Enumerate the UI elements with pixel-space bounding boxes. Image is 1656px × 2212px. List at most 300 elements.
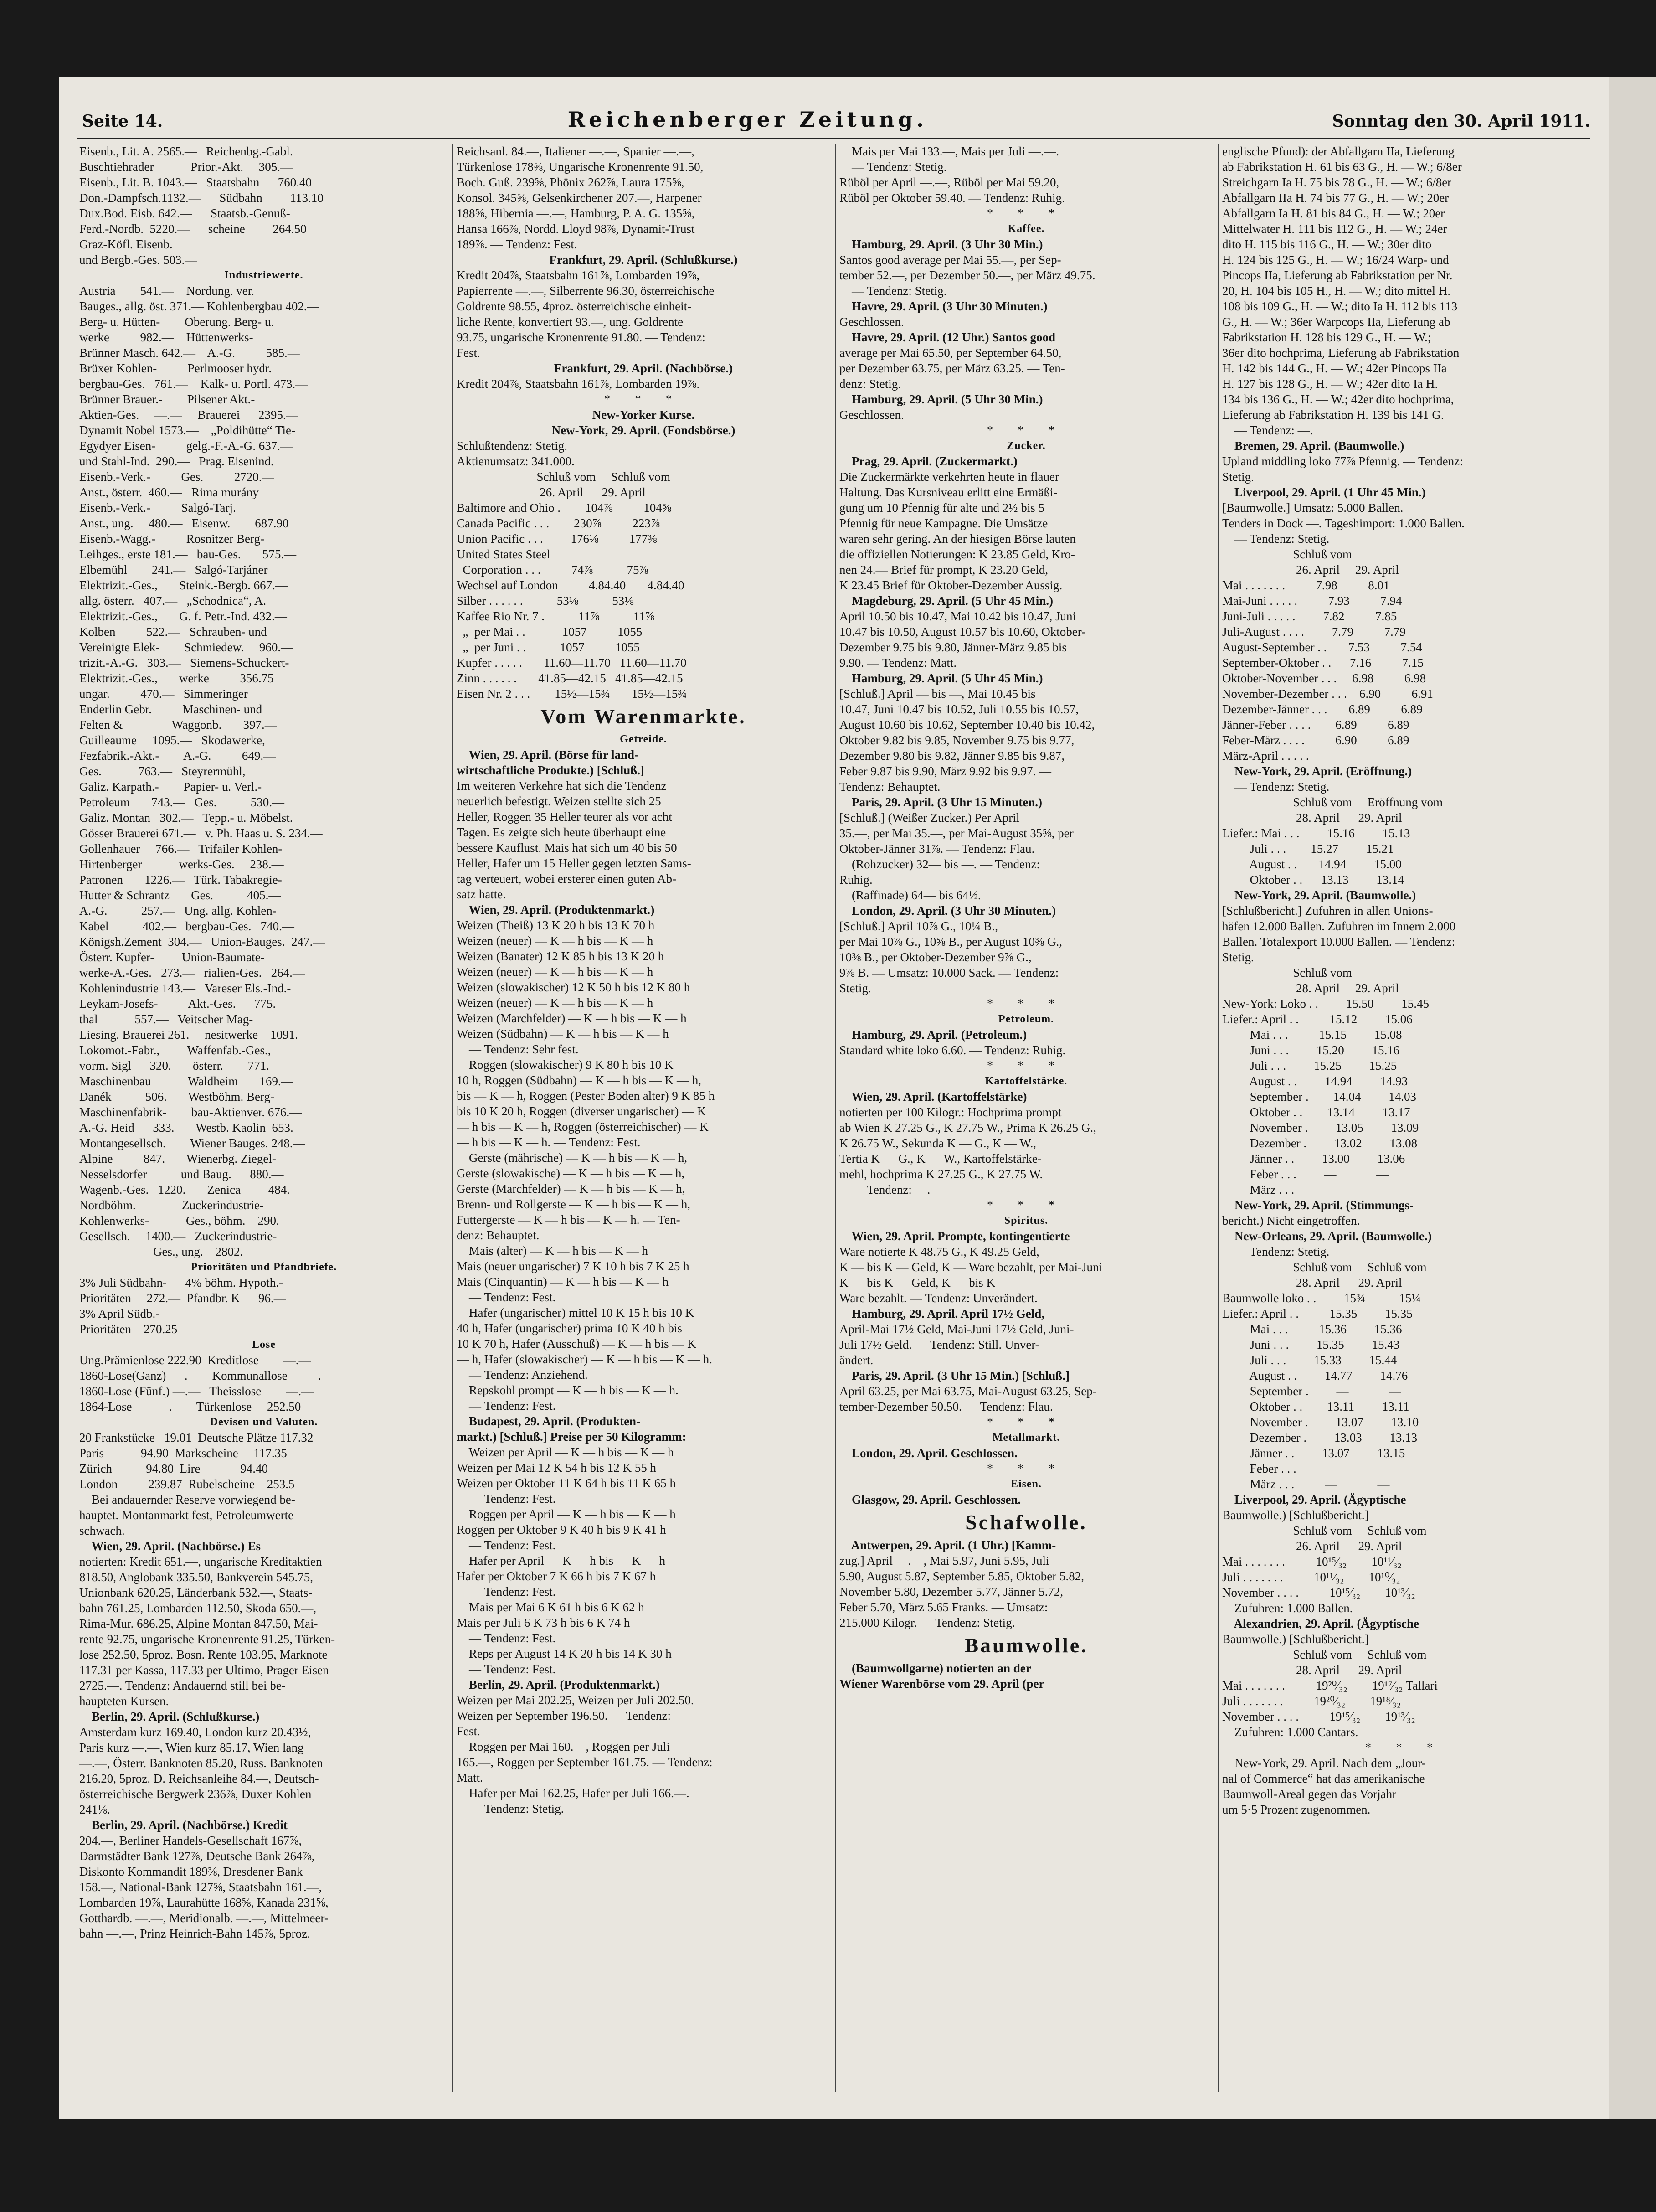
- section-heading: Lose: [252, 1339, 276, 1351]
- text-line: Diskonto Kommandit 189⅜, Dresdener Bank: [79, 1865, 303, 1878]
- text-line: — h bis — K — h, Roggen (österreichischer) — K: [457, 1120, 709, 1134]
- text-line: Repskohl prompt — K — h bis — K — h.: [457, 1383, 679, 1397]
- section-heading: Eisen.: [1010, 1478, 1042, 1490]
- text-line: Eisen Nr. 2 . . . 15½—15¾ 15½—15¾: [457, 687, 687, 701]
- text-line: A.-G. 257.— Ung. allg. Kohlen-: [79, 904, 277, 918]
- text-line: Mai . . . . . . . 7.98 8.01: [1222, 578, 1390, 592]
- text-line: trizit.-A.-G. 303.— Siemens-Schuckert-: [79, 656, 289, 670]
- text-line: Prag, 29. April. (Zuckermarkt.): [839, 454, 1018, 468]
- text-line: New-York, 29. April. Nach dem „Jour-: [1222, 1756, 1426, 1770]
- text-line: Roggen (slowakischer) 9 K 80 h bis 10 K: [457, 1058, 674, 1072]
- text-line: thal 557.— Veitscher Mag-: [79, 1012, 253, 1026]
- text-line: Kupfer . . . . . 11.60—11.70 11.60—11.70: [457, 656, 687, 670]
- text-line: 10.47, Juni 10.47 bis 10.52, Juli 10.55 bis 10.57,: [839, 702, 1079, 716]
- text-line: Stetig.: [1222, 950, 1254, 964]
- text-line: Elektrizit.-Ges., G. f. Petr.-Ind. 432.—: [79, 609, 287, 623]
- text-line: Rüböl per Oktober 59.40. — Tendenz: Ruhig.: [839, 191, 1065, 205]
- text-line: Weizen per Mai 12 K 54 h bis 12 K 55 h: [457, 1461, 656, 1475]
- text-line: Wiener Warenbörse vom 29. April (per: [839, 1677, 1044, 1691]
- text-line: englische Pfund): der Abfallgarn IIa, Lieferung: [1222, 144, 1455, 158]
- text-line: Jänner-Feber . . . . 6.89 6.89: [1222, 718, 1409, 732]
- text-line: — Tendenz: Fest.: [457, 1492, 556, 1506]
- text-line: österreichische Bergwerk 236⅞, Duxer Kohlen: [79, 1787, 312, 1801]
- text-line: Brenn- und Rollgerste — K — h bis — K — h,: [457, 1197, 690, 1211]
- text-line: Liefer.: April . . 15.35 15.35: [1222, 1307, 1413, 1320]
- text-line: Enderlin Gebr. Maschinen- und: [79, 702, 262, 716]
- text-line: K 26.75 W., Sekunda K — G., K — W.,: [839, 1136, 1037, 1150]
- text-line: Juli 17½ Geld. — Tendenz: Still. Unver-: [839, 1338, 1039, 1351]
- text-line: zug.] April —.—, Mai 5.97, Juni 5.95, Juli: [839, 1554, 1049, 1567]
- text-line: Schluß vom Eröffnung vom: [1222, 795, 1443, 809]
- text-line: denz: Behauptet.: [457, 1228, 540, 1242]
- text-line: wirtschaftliche Produkte.) [Schluß.]: [457, 763, 644, 777]
- text-line: März . . . — —: [1222, 1477, 1390, 1491]
- text-line: Im weiteren Verkehre hat sich die Tendenz: [457, 779, 667, 793]
- text-line: Buschtiehrader Prior.-Akt. 305.—: [79, 160, 293, 174]
- text-line: Liverpool, 29. April. (1 Uhr 45 Min.): [1222, 485, 1426, 499]
- text-line: Rima-Mur. 686.25, Alpine Montan 847.50, Mai-: [79, 1617, 318, 1630]
- text-line: April 10.50 bis 10.47, Mai 10.42 bis 10.47, Juni: [839, 609, 1076, 623]
- text-line: 165.—, Roggen per September 161.75. — Tendenz:: [457, 1755, 713, 1769]
- text-line: Brünner Brauer.- Pilsener Akt.-: [79, 392, 255, 406]
- text-line: Mai . . . 15.15 15.08: [1222, 1028, 1402, 1042]
- text-line: April 63.25, per Mai 63.75, Mai-August 63.25, Sep-: [839, 1384, 1097, 1398]
- text-line: Galiz. Montan 302.— Tepp.- u. Möbelst.: [79, 811, 293, 825]
- text-line: Anst., österr. 460.— Rima murány: [79, 485, 259, 499]
- text-line: Weizen (neuer) — K — h bis — K — h: [457, 996, 653, 1010]
- text-line: Alpine 847.— Wienerbg. Ziegel-: [79, 1152, 276, 1165]
- text-line: November . 13.05 13.09: [1222, 1121, 1419, 1134]
- text-line: Union Pacific . . . 176⅛ 177⅜: [457, 532, 657, 546]
- text-line: Baumwoll-Areal gegen das Vorjahr: [1222, 1787, 1397, 1801]
- text-line: vorm. Sigl 320.— österr. 771.—: [79, 1059, 282, 1072]
- text-line: 26. April 29. April: [1222, 563, 1399, 577]
- column-divider: [835, 144, 836, 2092]
- text-line: Weizen per Oktober 11 K 64 h bis 11 K 65 h: [457, 1476, 676, 1490]
- text-line: Liefer.: April . . 15.12 15.06: [1222, 1012, 1413, 1026]
- text-line: 28. April 29. April: [1222, 1663, 1402, 1677]
- text-line: Papierrente —.—, Silberrente 96.30, österreichische: [457, 284, 715, 298]
- text-line: Türkenlose 178⅝, Ungarische Kronenrente 91.50,: [457, 160, 704, 174]
- text-line: Geschlossen.: [839, 408, 904, 422]
- text-line: Havre, 29. April. (3 Uhr 30 Minuten.): [839, 299, 1048, 313]
- text-line: Feber . . . — —: [1222, 1167, 1389, 1181]
- text-line: Ges. 763.— Steyrermühl,: [79, 764, 246, 778]
- text-line: 216.20, 5proz. D. Reichsanleihe 84.—, Deutsch-: [79, 1772, 319, 1785]
- text-line: —.—, Österr. Banknoten 85.20, Russ. Banknoten: [79, 1756, 323, 1770]
- text-line: 1860-Lose (Fünf.) —.— Theisslose —.—: [79, 1384, 314, 1398]
- text-line: Kaffee Rio Nr. 7 . 11⅞ 11⅞: [457, 609, 654, 623]
- text-line: Gösser Brauerei 671.— v. Ph. Haas u. S. 234.—: [79, 826, 323, 840]
- text-line: bericht.) Nicht eingetroffen.: [1222, 1214, 1360, 1227]
- text-line: Oktober . . 13.11 13.11: [1222, 1400, 1409, 1413]
- text-line: 3% April Südb.-: [79, 1307, 160, 1320]
- text-line: Liesing. Brauerei 261.— nesitwerke 1091.—: [79, 1028, 310, 1042]
- text-line: Eisenb., Lit. B. 1043.— Staatsbahn 760.40: [79, 175, 312, 189]
- section-separator: * * *: [987, 1462, 1065, 1475]
- text-line: [Schluß.] April — bis —, Mai 10.45 bis: [839, 687, 1036, 701]
- text-line: Corporation . . . 74⅞ 75⅞: [457, 563, 648, 577]
- text-line: Paris, 29. April. (3 Uhr 15 Minuten.): [839, 795, 1042, 809]
- text-line: werke-A.-Ges. 273.— rialien-Ges. 264.—: [79, 966, 305, 980]
- text-line: Mai . . . 15.36 15.36: [1222, 1322, 1402, 1336]
- text-line: — Tendenz: Stetig.: [1222, 1245, 1330, 1258]
- text-line: Dezember . 13.03 13.13: [1222, 1431, 1418, 1444]
- text-line: Baltimore and Ohio . 104⅞ 104⅝: [457, 501, 671, 515]
- text-line: Mais per Mai 133.—, Mais per Juli —.—.: [839, 144, 1059, 158]
- text-line: Haltung. Das Kursniveau erlitt eine Ermäßi-: [839, 485, 1058, 499]
- text-line: Pfennig für neue Kampagne. Die Umsätze: [839, 516, 1048, 530]
- text-line: Liverpool, 29. April. (Ägyptische: [1222, 1493, 1406, 1506]
- text-line: Kohlenwerks- Ges., böhm. 290.—: [79, 1214, 292, 1227]
- text-line: Unionbank 620.25, Länderbank 532.—, Staats-: [79, 1586, 313, 1599]
- text-line: bis — K — h, Roggen (Pester Boden alter) 9 K 85 h: [457, 1089, 715, 1103]
- text-line: Elektrizit.-Ges., werke 356.75: [79, 671, 274, 685]
- text-line: Elektrizit.-Ges., Steink.-Bergb. 667.—: [79, 578, 288, 592]
- text-line: Graz-Köfl. Eisenb.: [79, 237, 173, 251]
- text-line: Hutter & Schrantz Ges. 405.—: [79, 888, 281, 902]
- text-line: 93.75, ungarische Kronenrente 91.80. — Tendenz:: [457, 330, 705, 344]
- text-line: Galiz. Karpath.- Papier- u. Verl.-: [79, 780, 262, 794]
- text-line: Weizen (neuer) — K — h bis — K — h: [457, 965, 653, 979]
- text-line: 134 bis 136 G., H. — W.; 42er dito hochprima,: [1222, 392, 1454, 406]
- text-line: New-Orleans, 29. April. (Baumwolle.): [1222, 1229, 1432, 1243]
- text-line: Aktien-Ges. —.— Brauerei 2395.—: [79, 408, 298, 422]
- text-line: Matt.: [457, 1771, 483, 1784]
- text-line: — Tendenz: Stetig.: [839, 160, 947, 174]
- text-line: Streichgarn Ia H. 75 bis 78 G., H. — W.; 6/8er: [1222, 175, 1452, 189]
- text-line: Dynamit Nobel 1573.— „Poldihütte“ Tie-: [79, 423, 295, 437]
- text-line: New-York, 29. April. (Eröffnung.): [1222, 764, 1412, 778]
- section-heading: Prioritäten und Pfandbriefe.: [190, 1261, 337, 1273]
- text-line: Mai-Juni . . . . . 7.93 7.94: [1222, 594, 1402, 608]
- text-line: Hafer (ungarischer) mittel 10 K 15 h bis 10 K: [457, 1306, 694, 1320]
- text-line: Oktober-November . . . 6.98 6.98: [1222, 671, 1426, 685]
- text-line: Mais per Juli 6 K 73 h bis 6 K 74 h: [457, 1616, 630, 1629]
- text-line: Weizen (Theiß) 13 K 20 h bis 13 K 70 h: [457, 918, 655, 932]
- text-line: Hamburg, 29. April. (5 Uhr 30 Min.): [839, 392, 1043, 406]
- text-line: Danék 506.— Westböhm. Berg-: [79, 1090, 275, 1103]
- text-line: satz hatte.: [457, 887, 506, 901]
- text-line: denz: Stetig.: [839, 377, 901, 391]
- text-line: Hafer per Mai 162.25, Hafer per Juli 166.—.: [457, 1786, 689, 1800]
- section-separator: * * *: [987, 206, 1065, 220]
- text-line: — Tendenz: —.: [1222, 423, 1313, 437]
- text-line: Weizen per September 196.50. — Tendenz:: [457, 1709, 671, 1722]
- text-line: (Baumwollgarne) notierten an der: [839, 1661, 1031, 1675]
- text-line: Dezember 9.75 bis 9.80, Jänner-März 9.85 bis: [839, 640, 1067, 654]
- text-line: — Tendenz: Stetig.: [839, 284, 947, 298]
- text-line: Oktober-Jänner 31⅞. — Tendenz: Flau.: [839, 842, 1035, 856]
- text-line: November 5.80, Dezember 5.77, Jänner 5.72,: [839, 1585, 1064, 1598]
- text-line: Dezember 9.80 bis 9.82, Jänner 9.85 bis 9.87,: [839, 749, 1065, 763]
- text-line: Schluß vom Schluß vom: [457, 470, 670, 484]
- text-line: Prioritäten 272.— Pfandbr. K 96.—: [79, 1291, 286, 1305]
- text-line: 204.—, Berliner Handels-Gesellschaft 167⅞,: [79, 1834, 302, 1847]
- text-line: 20, H. 104 bis 105 H., H. — W.; dito mittel H.: [1222, 284, 1451, 298]
- text-line: Stetig.: [839, 981, 871, 995]
- text-line: April-Mai 17½ Geld, Mai-Juni 17½ Geld, Juni-: [839, 1322, 1074, 1336]
- page-date: Sonntag den 30. April 1911.: [1332, 112, 1590, 131]
- text-line: London 239.87 Rubelscheine 253.5: [79, 1477, 295, 1491]
- text-line: 215.000 Kilogr. — Tendenz: Stetig.: [839, 1616, 1015, 1629]
- text-line: tember-Dezember 50.50. — Tendenz: Flau.: [839, 1400, 1053, 1413]
- page-number: Seite 14.: [82, 112, 163, 131]
- section-separator: * * *: [987, 997, 1065, 1010]
- text-line: 28. April 29. April: [1222, 811, 1402, 825]
- text-line: Schluß vom Schluß vom: [1222, 1648, 1427, 1661]
- section-heading: New-York, 29. April. (Fondsbörse.): [551, 423, 735, 437]
- text-line: August-September . . 7.53 7.54: [1222, 640, 1422, 654]
- text-line: 5.90, August 5.87, September 5.85, Oktober 5.82,: [839, 1569, 1084, 1583]
- text-line: Juli-August . . . . 7.79 7.79: [1222, 625, 1406, 639]
- text-line: Zürich 94.80 Lire 94.40: [79, 1462, 268, 1475]
- text-line: — Tendenz: Fest.: [457, 1662, 556, 1676]
- text-line: Guilleaume 1095.— Skodawerke,: [79, 733, 265, 747]
- text-line: nen 24.— Brief für prompt, K 23.20 Geld,: [839, 563, 1049, 577]
- text-line: Ware notierte K 48.75 G., K 49.25 Geld,: [839, 1245, 1039, 1258]
- text-line: März-April . . . . .: [1222, 749, 1309, 763]
- text-line: ab Fabrikstation H. 61 bis 63 G., H. — W.; 6/8er: [1222, 160, 1462, 174]
- newspaper-page: [59, 77, 1609, 2119]
- text-line: Maschinenbau Waldheim 169.—: [79, 1074, 293, 1088]
- text-line: ändert.: [839, 1353, 874, 1367]
- text-line: Heller, Roggen 35 Heller teurer als vor acht: [457, 810, 672, 824]
- text-line: März . . . — —: [1222, 1183, 1390, 1196]
- text-line: average per Mai 65.50, per September 64.50,: [839, 346, 1062, 360]
- section-heading: Frankfurt, 29. April. (Schlußkurse.): [549, 253, 738, 267]
- text-line: Königsh.Zement 304.— Union-Bauges. 247.—: [79, 935, 325, 949]
- text-line: allg. österr. 407.— „Schodnica“, A.: [79, 594, 267, 608]
- text-line: Gesellsch. 1400.— Zuckerindustrie-: [79, 1229, 277, 1243]
- text-line: Austria 541.— Nordung. ver.: [79, 284, 254, 298]
- text-line: Paris, 29. April. (3 Uhr 15 Min.) [Schluß.]: [839, 1369, 1070, 1382]
- text-line: haupteten Kursen.: [79, 1694, 169, 1708]
- text-line: Silber . . . . . . 53⅛ 53⅛: [457, 594, 634, 608]
- text-line: Eisenb., Lit. A. 2565.— Reichenbg.-Gabl.: [79, 144, 293, 158]
- text-line: Anst., ung. 480.— Eisenw. 687.90: [79, 516, 289, 530]
- text-line: Ballen. Totalexport 10.000 Ballen. — Tendenz:: [1222, 935, 1455, 949]
- text-line: Dezember-Jänner . . . 6.89 6.89: [1222, 702, 1423, 716]
- text-line: London, 29. April. (3 Uhr 30 Minuten.): [839, 904, 1056, 918]
- text-line: Darmstädter Bank 127⅞, Deutsche Bank 264⅞,: [79, 1849, 315, 1863]
- text-line: Abfallgarn IIa H. 74 bis 77 G., H. — W.; 20er: [1222, 191, 1449, 205]
- text-line: Reichsanl. 84.—, Italiener —.—, Spanier —.—,: [457, 144, 694, 158]
- text-line: Budapest, 29. April. (Produkten-: [457, 1414, 641, 1428]
- text-line: Wien, 29. April. (Produktenmarkt.): [457, 903, 655, 917]
- text-line: Nesselsdorfer und Baug. 880.—: [79, 1167, 284, 1181]
- text-line: Juni . . . 15.35 15.43: [1222, 1338, 1400, 1351]
- text-line: Havre, 29. April. (12 Uhr.) Santos good: [839, 330, 1056, 344]
- text-line: Roggen per Mai 160.—, Roggen per Juli: [457, 1740, 670, 1753]
- text-line: Montangesellsch. Wiener Bauges. 248.—: [79, 1136, 305, 1150]
- text-line: Hamburg, 29. April. April 17½ Geld,: [839, 1307, 1045, 1320]
- text-line: Geschlossen.: [839, 315, 904, 329]
- text-line: November . 13.07 13.10: [1222, 1415, 1419, 1429]
- text-line: Ruhig.: [839, 873, 873, 887]
- text-line: K — bis K — Geld, K — bis K —: [839, 1276, 1011, 1289]
- text-line: ab Wien K 27.25 G., K 27.75 W., Prima K 26.25 G.,: [839, 1121, 1096, 1134]
- text-line: November-Dezember . . . 6.90 6.91: [1222, 687, 1433, 701]
- text-line: Schluß vom Schluß vom: [1222, 1524, 1427, 1537]
- text-line: — Tendenz: Fest.: [457, 1399, 556, 1413]
- text-line: um 5·5 Prozent zugenommen.: [1222, 1803, 1371, 1816]
- text-line: H. 124 bis 125 G., H. — W.; 16/24 Warp- und: [1222, 253, 1449, 267]
- text-line: (Rohzucker) 32— bis —. — Tendenz:: [839, 857, 1040, 871]
- text-line: notierten: Kredit 651.—, ungarische Kreditaktien: [79, 1555, 322, 1568]
- text-line: Mai . . . . . . . 19²⁰⁄₃₂ 19¹⁷⁄₃₂ Tallari: [1222, 1679, 1438, 1692]
- text-line: Patronen 1226.— Türk. Tabakregie-: [79, 873, 282, 887]
- text-line: Berlin, 29. April. (Nachbörse.) Kredit: [79, 1818, 288, 1832]
- page-header: [82, 107, 1590, 139]
- text-line: Canada Pacific . . . 230⅞ 223⅞: [457, 516, 660, 530]
- text-line: — h bis — K — h. — Tendenz: Fest.: [457, 1135, 641, 1149]
- text-line: Juni-Juli . . . . . 7.82 7.85: [1222, 609, 1397, 623]
- text-line: Wien, 29. April. (Börse für land-: [457, 748, 639, 762]
- text-line: Weizen per April — K — h bis — K — h: [457, 1445, 674, 1459]
- text-line: und Stahl-Ind. 290.— Prag. Eisenind.: [79, 454, 274, 468]
- section-separator: * * *: [987, 1059, 1065, 1072]
- text-line: Baumwolle loko . . 15¾ 15¼: [1222, 1291, 1421, 1305]
- text-line: Standard white loko 6.60. — Tendenz: Ruhig.: [839, 1043, 1066, 1057]
- text-line: Roggen per Oktober 9 K 40 h bis 9 K 41 h: [457, 1523, 666, 1537]
- text-line: Heller, Hafer um 15 Heller gegen letzten Sams-: [457, 856, 691, 870]
- text-line: Hamburg, 29. April. (3 Uhr 30 Min.): [839, 237, 1043, 251]
- text-line: 26. April 29. April: [457, 485, 646, 499]
- text-line: Gerste (mährische) — K — h bis — K — h,: [457, 1151, 688, 1165]
- section-heading: Baumwolle.: [964, 1634, 1088, 1657]
- text-line: 40 h, Hafer (ungarischer) prima 10 K 40 h bis: [457, 1321, 682, 1335]
- text-line: Gotthardb. —.—, Meridionalb. —.—, Mittelmeer-: [79, 1911, 329, 1925]
- text-line: markt.) [Schluß.] Preise per 50 Kilogramm:: [457, 1430, 686, 1444]
- text-line: Gollenhauer 766.— Trifailer Kohlen-: [79, 842, 283, 856]
- text-line: Wien, 29. April. (Kartoffelstärke): [839, 1090, 1027, 1103]
- text-line: September . 14.04 14.03: [1222, 1090, 1416, 1103]
- text-line: Hamburg, 29. April. (5 Uhr 45 Min.): [839, 671, 1043, 685]
- text-line: — h, Hafer (slowakischer) — K — h bis — K — h.: [457, 1352, 712, 1366]
- text-line: Santos good average per Mai 55.—, per Sep-: [839, 253, 1061, 267]
- text-line: Baumwolle.) [Schlußbericht.]: [1222, 1508, 1369, 1522]
- text-line: 10 K 70 h, Hafer (Ausschuß) — K — h bis — K: [457, 1337, 696, 1351]
- text-line: werke 982.— Hüttenwerks-: [79, 330, 253, 344]
- text-line: Felten & Waggonb. 397.—: [79, 718, 277, 732]
- text-line: Eisenb.-Verk.- Salgó-Tarj.: [79, 501, 236, 515]
- text-line: H. 142 bis 144 G., H. — W.; 42er Pincops IIa: [1222, 361, 1447, 375]
- text-line: [Schluß.] (Weißer Zucker.) Per April: [839, 811, 1020, 825]
- section-heading: Industriewerte.: [224, 269, 303, 281]
- text-line: Rüböl per April —.—, Rüböl per Mai 59.20,: [839, 175, 1059, 189]
- text-line: Leihges., erste 181.— bau-Ges. 575.—: [79, 547, 297, 561]
- adjacent-page-edge: [1609, 77, 1656, 2119]
- text-line: Elbemühl 241.— Salgó-Tarjáner: [79, 563, 268, 577]
- text-line: Dux.Bod. Eisb. 642.— Staatsb.-Genuß-: [79, 206, 290, 220]
- text-line: August 10.60 bis 10.62, September 10.40 bis 10.42,: [839, 718, 1095, 732]
- text-line: lose 252.50, 5proz. Bosn. Rente 103.95, Marknote: [79, 1648, 328, 1661]
- text-line: tag verteuert, wobei ersterer einen guten Ab-: [457, 872, 677, 886]
- text-line: Brünner Masch. 642.— A.-G. 585.—: [79, 346, 300, 360]
- text-line: Berg- u. Hütten- Oberung. Berg- u.: [79, 315, 274, 329]
- text-line: Gerste (Marchfelder) — K — h bis — K — h,: [457, 1182, 685, 1196]
- text-line: New-York, 29. April. (Baumwolle.): [1222, 888, 1416, 902]
- text-line: Petroleum 743.— Ges. 530.—: [79, 795, 284, 809]
- section-heading: Getreide.: [620, 733, 667, 745]
- text-line: Bremen, 29. April. (Baumwolle.): [1222, 439, 1404, 453]
- text-line: bessere Kauflust. Mais hat sich um 40 bis 50: [457, 841, 677, 855]
- text-line: August . . 14.77 14.76: [1222, 1369, 1408, 1382]
- text-line: tember 52.—, per Dezember 50.—, per März 49.75.: [839, 268, 1095, 282]
- section-separator: * * *: [987, 1198, 1065, 1212]
- text-line: Jänner . . 13.07 13.15: [1222, 1446, 1405, 1460]
- text-line: Juli . . . . . . . 19²⁰⁄₃₂ 19¹⁸⁄₃₂: [1222, 1694, 1401, 1708]
- text-line: Reps per August 14 K 20 h bis 14 K 30 h: [457, 1647, 672, 1660]
- text-line: bahn 761.25, Lombarden 112.50, Skoda 650.—,: [79, 1601, 317, 1615]
- text-line: Amsterdam kurz 169.40, London kurz 20.43½,: [79, 1725, 311, 1739]
- text-line: notierten per 100 Kilogr.: Hochprima prompt: [839, 1105, 1062, 1119]
- text-line: — Tendenz: Stetig.: [457, 1802, 564, 1815]
- text-line: bergbau-Ges. 761.— Kalk- u. Portl. 473.—: [79, 377, 308, 391]
- text-line: Boch. Guß. 239⅝, Phönix 262⅞, Laura 175⅝,: [457, 175, 684, 189]
- section-heading: Vom Warenmarkte.: [540, 705, 746, 728]
- text-line: London, 29. April. Geschlossen.: [839, 1446, 1018, 1460]
- text-line: Magdeburg, 29. April. (5 Uhr 45 Min.): [839, 594, 1054, 608]
- text-line: bis 10 K 20 h, Roggen (diverser ungarischer) — K: [457, 1104, 706, 1118]
- text-line: Nordböhm. Zuckerindustrie-: [79, 1198, 264, 1212]
- text-line: — Tendenz: Anziehend.: [457, 1368, 588, 1382]
- text-line: „ per Mai . . 1057 1055: [457, 625, 643, 639]
- text-line: 818.50, Anglobank 335.50, Bankverein 545.75,: [79, 1570, 313, 1584]
- text-line: Eisenb.-Verk.- Ges. 2720.—: [79, 470, 274, 484]
- column-4: [1222, 144, 1587, 2092]
- section-heading: New-Yorker Kurse.: [592, 408, 695, 422]
- text-line: Oktober 9.82 bis 9.85, November 9.75 bis 9.77,: [839, 733, 1075, 747]
- text-line: 20 Frankstücke 19.01 Deutsche Plätze 117.32: [79, 1431, 314, 1444]
- text-line: Mais (neuer ungarischer) 7 K 10 h bis 7 K 25 h: [457, 1259, 689, 1273]
- text-line: „ per Juni . . 1057 1055: [457, 640, 640, 654]
- text-line: Kohlenindustrie 143.— Vareser Els.-Ind.-: [79, 981, 291, 995]
- text-line: — Tendenz: Stetig.: [1222, 780, 1330, 794]
- text-line: Lombarden 19⅞, Laurahütte 168⅝, Kanada 231⅝,: [79, 1896, 329, 1909]
- text-line: Alexandrien, 29. April. (Ägyptische: [1222, 1617, 1419, 1630]
- text-line: dito H. 115 bis 116 G., H. — W.; 30er dito: [1222, 237, 1432, 251]
- text-line: — Tendenz: Fest.: [457, 1631, 556, 1645]
- text-line: H. 127 bis 128 G., H. — W.; 42er dito Ia H.: [1222, 377, 1438, 391]
- text-line: Hafer per Oktober 7 K 66 h bis 7 K 67 h: [457, 1569, 656, 1583]
- text-line: Mais (Cinquantin) — K — h bis — K — h: [457, 1275, 669, 1289]
- text-line: Wien, 29. April. Prompte, kontingentierte: [839, 1229, 1070, 1243]
- text-line: — Tendenz: Sehr fest.: [457, 1042, 579, 1056]
- text-line: Mais (alter) — K — h bis — K — h: [457, 1244, 648, 1258]
- text-line: 117.31 per Kassa, 117.33 per Ultimo, Prager Eisen: [79, 1663, 329, 1677]
- text-line: Wechsel auf London 4.84.40 4.84.40: [457, 578, 684, 592]
- text-line: Mai . . . . . . . 10¹⁵⁄₃₂ 10¹¹⁄₃₂: [1222, 1555, 1402, 1568]
- text-line: United States Steel: [457, 547, 550, 561]
- text-line: Paris 94.90 Markscheine 117.35: [79, 1446, 287, 1460]
- newspaper-title: Reichenberger Zeitung.: [567, 107, 927, 132]
- section-heading: Kaffee.: [1008, 223, 1045, 235]
- section-heading: Spiritus.: [1004, 1215, 1049, 1227]
- section-heading: Petroleum.: [998, 1013, 1054, 1025]
- text-line: 2725.—. Tendenz: Andauernd still bei be-: [79, 1679, 286, 1692]
- text-line: Zufuhren: 1.000 Ballen.: [1222, 1601, 1353, 1615]
- text-line: neuerlich befestigt. Weizen stellte sich 25: [457, 794, 661, 808]
- text-line: Ware bezahlt. — Tendenz: Unverändert.: [839, 1291, 1038, 1305]
- text-line: A.-G. Heid 333.— Westb. Kaolin 653.—: [79, 1121, 306, 1134]
- text-line: 28. April 29. April: [1222, 1276, 1402, 1289]
- text-line: Lieferung ab Fabrikstation H. 139 bis 141 G.: [1222, 408, 1444, 422]
- text-line: Weizen per Mai 202.25, Weizen per Juli 202.50.: [457, 1693, 694, 1707]
- column-divider: [1218, 144, 1219, 2092]
- text-line: Baumwolle.) [Schlußbericht.]: [1222, 1632, 1369, 1646]
